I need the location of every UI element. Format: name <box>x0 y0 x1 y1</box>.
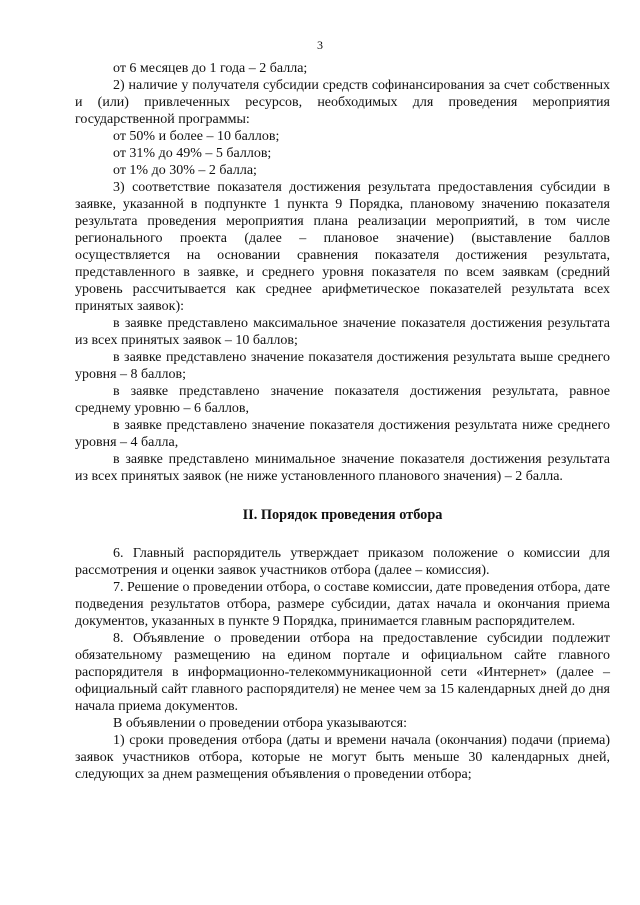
paragraph: 3) соответствие показателя достижения результата предоставления субсидии в заявке, указанной в подпункте 1 пункта 9 Порядка, плановому значению показателя результата проведения мероприятия плана реализации мероприятий, в том числе регионального проекта (далее – плановое значение) (выставление баллов осуществляется на основании сравнения показателя достижения результата, представленного в заявке, и среднего уровня показателя по всем заявкам (средний уровень рассчитывается как среднее арифметическое показателей результата всех принятых заявок): <box>75 180 610 314</box>
paragraph: в заявке представлено значение показателя достижения результата выше среднего уровня – 8 баллов; <box>75 350 610 382</box>
paragraph: от 1% до 30% – 2 балла; <box>113 163 257 178</box>
paragraph: в заявке представлено максимальное значение показателя достижения результата из всех принятых заявок – 10 баллов; <box>75 316 610 348</box>
paragraph: от 31% до 49% – 5 баллов; <box>113 146 272 161</box>
document-body <box>75 60 610 783</box>
section-heading: II. Порядок проведения отбора <box>242 507 443 523</box>
paragraph: 8. Объявление о проведении отбора на предоставление субсидии подлежит обязательному размещению на едином портале и официальном сайте главного распорядителя в информационно-телекоммуникационной сети «Интернет» (далее – официальный сайт главного распорядителя) не менее чем за 15 календарных дней до дня начала приема документов. <box>75 631 610 714</box>
paragraph: от 6 месяцев до 1 года – 2 балла; <box>113 61 308 76</box>
page-number: 3 <box>317 38 323 52</box>
paragraph: 6. Главный распорядитель утверждает приказом положение о комиссии для рассмотрения и оценки заявок участников отбора (далее – комиссия). <box>75 546 610 578</box>
paragraph: в заявке представлено значение показателя достижения результата ниже среднего уровня – 4 балла, <box>75 418 610 450</box>
paragraph: 2) наличие у получателя субсидии средств софинансирования за счет собственных и (или) привлеченных ресурсов, необходимых для проведения мероприятия государственной программы: <box>75 78 610 127</box>
paragraph: В объявлении о проведении отбора указываются: <box>113 716 408 731</box>
paragraph: от 50% и более – 10 баллов; <box>113 129 280 144</box>
paragraph: в заявке представлено значение показателя достижения результата, равное среднему уровню – 6 баллов, <box>75 384 610 416</box>
paragraph: 7. Решение о проведении отбора, о составе комиссии, дате проведения отбора, дате подведения результатов отбора, размере субсидии, датах начала и окончания приема документов, указанных в пункте 9 Порядка, принимается главным распорядителем. <box>75 580 610 629</box>
paragraph: 1) сроки проведения отбора (даты и времени начала (окончания) подачи (приема) заявок участников отбора, которые не могут быть меньше 30 календарных дней, следующих за днем размещения объявления о проведении отбора; <box>75 733 610 782</box>
paragraph: в заявке представлено минимальное значение показателя достижения результата из всех принятых заявок (не ниже установленного планового значения) – 2 балла. <box>75 452 610 484</box>
